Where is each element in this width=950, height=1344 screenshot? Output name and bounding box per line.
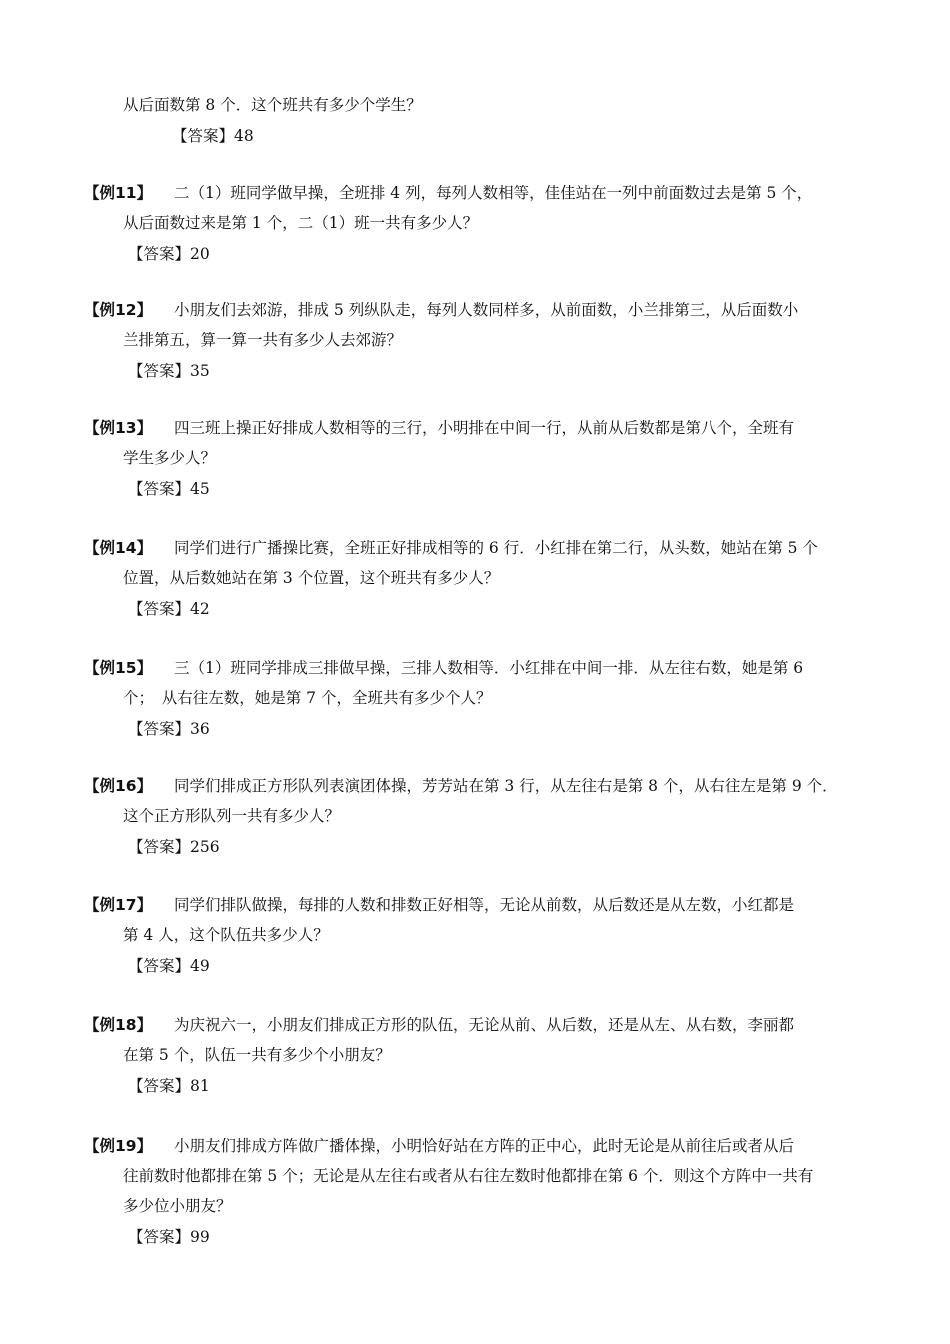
problem-text-line2: 学生多少人？: [123, 449, 217, 467]
problem-label: 【例19】: [84, 1137, 153, 1155]
problem-14: [84, 533, 874, 624]
problem-answer: 【答案】256: [128, 838, 220, 856]
problem-answer: 【答案】45: [128, 480, 210, 498]
problem-text-line1: 二（1）班同学做早操，全班排 4 列，每列人数相等，佳佳站在一列中前面数过去是第 5 个，: [174, 184, 813, 202]
problem-text-line2: 位置，从后数她站在第 3 个位置，这个班共有多少人？: [123, 569, 500, 587]
problem-answer: 【答案】20: [128, 245, 210, 263]
problem-text-line1: 为庆祝六一，小朋友们排成正方形的队伍，无论从前、从后数，还是从左、从右数，李丽都: [174, 1016, 795, 1034]
problem-13: [84, 413, 874, 504]
problem-11: [84, 178, 874, 269]
problem-label: 【例14】: [84, 539, 153, 557]
problem-15: [84, 653, 874, 744]
problem-text-line2: 在第 5 个，队伍一共有多少个小朋友？: [123, 1046, 391, 1064]
problem-17: [84, 890, 874, 981]
problem-label: 【例12】: [84, 301, 153, 319]
intro-continuation: [123, 90, 863, 151]
problem-text-line3: 多少位小朋友？: [123, 1197, 232, 1215]
problem-answer: 【答案】99: [128, 1228, 210, 1246]
problem-label: 【例16】: [84, 777, 153, 795]
problem-answer: 【答案】49: [128, 957, 210, 975]
problem-answer: 【答案】81: [128, 1077, 210, 1095]
problem-16: [84, 771, 874, 862]
intro-answer: 【答案】48: [172, 127, 254, 145]
problem-answer: 【答案】42: [128, 600, 210, 618]
problem-19: [84, 1131, 874, 1252]
problem-text-line2: 从后面数过来是第 1 个，二（1）班一共有多少人？: [123, 214, 479, 232]
problem-text-line2: 个； 从右往左数，她是第 7 个，全班共有多少个人？: [123, 689, 492, 707]
problem-text-line1: 小朋友们排成方阵做广播体操，小明恰好站在方阵的正中心，此时无论是从前往后或者从后: [174, 1137, 795, 1155]
problem-answer: 【答案】36: [128, 720, 210, 738]
intro-text: 从后面数第 8 个．这个班共有多少个学生？: [123, 96, 422, 114]
problem-answer: 【答案】35: [128, 362, 210, 380]
problem-text-line1: 同学们进行广播操比赛，全班正好排成相等的 6 行．小红排在第二行，从头数，她站在第 5 个: [174, 539, 818, 557]
problem-text-line1: 小朋友们去郊游，排成 5 列纵队走，每列人数同样多，从前面数，小兰排第三，从后面数小: [174, 301, 799, 319]
problem-text-line2: 第 4 人，这个队伍共多少人？: [123, 926, 329, 944]
problem-label: 【例13】: [84, 419, 153, 437]
problem-label: 【例17】: [84, 896, 153, 914]
problem-text-line1: 同学们排队做操，每排的人数和排数正好相等，无论从前数，从后数还是从左数，小红都是: [174, 896, 795, 914]
problem-text-line1: 四三班上操正好排成人数相等的三行，小明排在中间一行，从前从后数都是第八个，全班有: [174, 419, 795, 437]
problem-text-line2: 兰排第五，算一算一共有多少人去郊游？: [123, 331, 403, 349]
problem-label: 【例15】: [84, 659, 153, 677]
problem-text-line2: 这个正方形队列一共有多少人？: [123, 807, 341, 825]
problem-label: 【例11】: [84, 184, 153, 202]
problem-12: [84, 295, 874, 386]
problem-text-line2: 往前数时他都排在第 5 个；无论是从左往右或者从右往左数时他都排在第 6 个．则这个方阵中一共有: [123, 1167, 814, 1185]
problem-text-line1: 三（1）班同学排成三排做早操，三排人数相等．小红排在中间一排．从左往右数，她是第 6: [174, 659, 804, 677]
problem-18: [84, 1010, 874, 1101]
problem-text-line1: 同学们排成正方形队列表演团体操，芳芳站在第 3 行，从左往右是第 8 个，从右往左是第 9 个．: [174, 777, 838, 795]
problem-label: 【例18】: [84, 1016, 153, 1034]
